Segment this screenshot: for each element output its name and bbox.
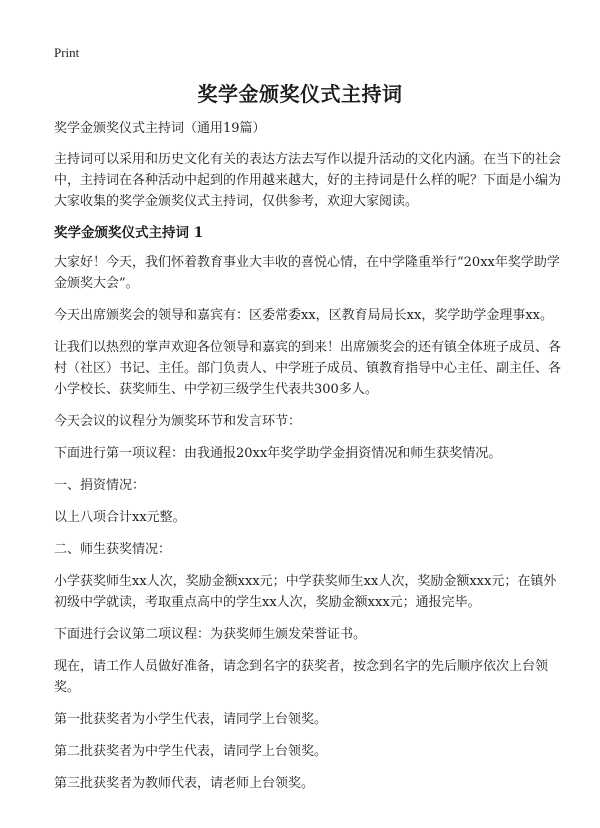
document-subtitle: 奖学金颁奖仪式主持词（通用19篇） — [54, 121, 266, 136]
body-paragraph: 第一批获奖者为小学生代表，请同学上台领奖。 — [54, 712, 328, 727]
body-paragraph: 二、师生获奖情况： — [54, 542, 172, 557]
body-paragraph: 下面进行会议第二项议程：为获奖师生颁发荣誉证书。 — [54, 627, 367, 642]
body-paragraph: 让我们以热烈的掌声欢迎各位领导和嘉宾的到来！出席颁奖会的还有镇全体班子成员、各村（社区）书记、主任。部门负责人、中学班子成员、镇教育指导中心主任、副主任、各小学校长、获奖师生、中学初三级学生代表共300多人。 — [54, 340, 562, 397]
document-title: 奖学金颁奖仪式主持词 — [197, 82, 403, 106]
body-paragraph: 一、捐资情况： — [54, 478, 146, 493]
body-paragraph: 第二批获奖者为中学生代表，请同学上台领奖。 — [54, 744, 328, 759]
body-paragraph: 下面进行第一项议程：由我通报20xx年奖学助学金捐资情况和师生获奖情况。 — [54, 446, 502, 461]
section-heading: 奖学金颁奖仪式主持词 1 — [54, 225, 204, 241]
body-paragraph: 以上八项合计xx元整。 — [54, 510, 186, 525]
print-link[interactable]: Print — [54, 45, 80, 60]
body-paragraph: 今天会议的议程分为颁奖环节和发言环节： — [54, 414, 302, 429]
body-paragraph: 第三批获奖者为教师代表，请老师上台领奖。 — [54, 776, 315, 791]
body-paragraph: 小学获奖师生xx人次，奖励金额xxx元；中学获奖师生xx人次，奖励金额xxx元；在镇外初级中学就读，考取重点高中的学生xx人次，奖励金额xxx元；通报完毕。 — [54, 574, 557, 610]
document-body — [54, 118, 566, 805]
body-paragraph: 大家好！今天，我们怀着教育事业大丰收的喜悦心情，在中学隆重举行“20xx年奖学助学金颁奖大会”。 — [54, 255, 560, 291]
intro-paragraph: 主持词可以采用和历史文化有关的表达方法去写作以提升活动的文化内涵。在当下的社会中，主持词在各种活动中起到的作用越来越大，好的主持词是什么样的呢？下面是小编为大家收集的奖学金颁奖仪式主持词，仅供参考，欢迎大家阅读。 — [54, 152, 562, 209]
body-paragraph: 现在，请工作人员做好准备，请念到名字的获奖者，按念到名字的先后顺序依次上台领奖。 — [54, 659, 549, 695]
body-paragraph: 今天出席颁奖会的领导和嘉宾有：区委常委xx，区教育局局长xx，奖学助学金理事xx。 — [54, 308, 553, 323]
